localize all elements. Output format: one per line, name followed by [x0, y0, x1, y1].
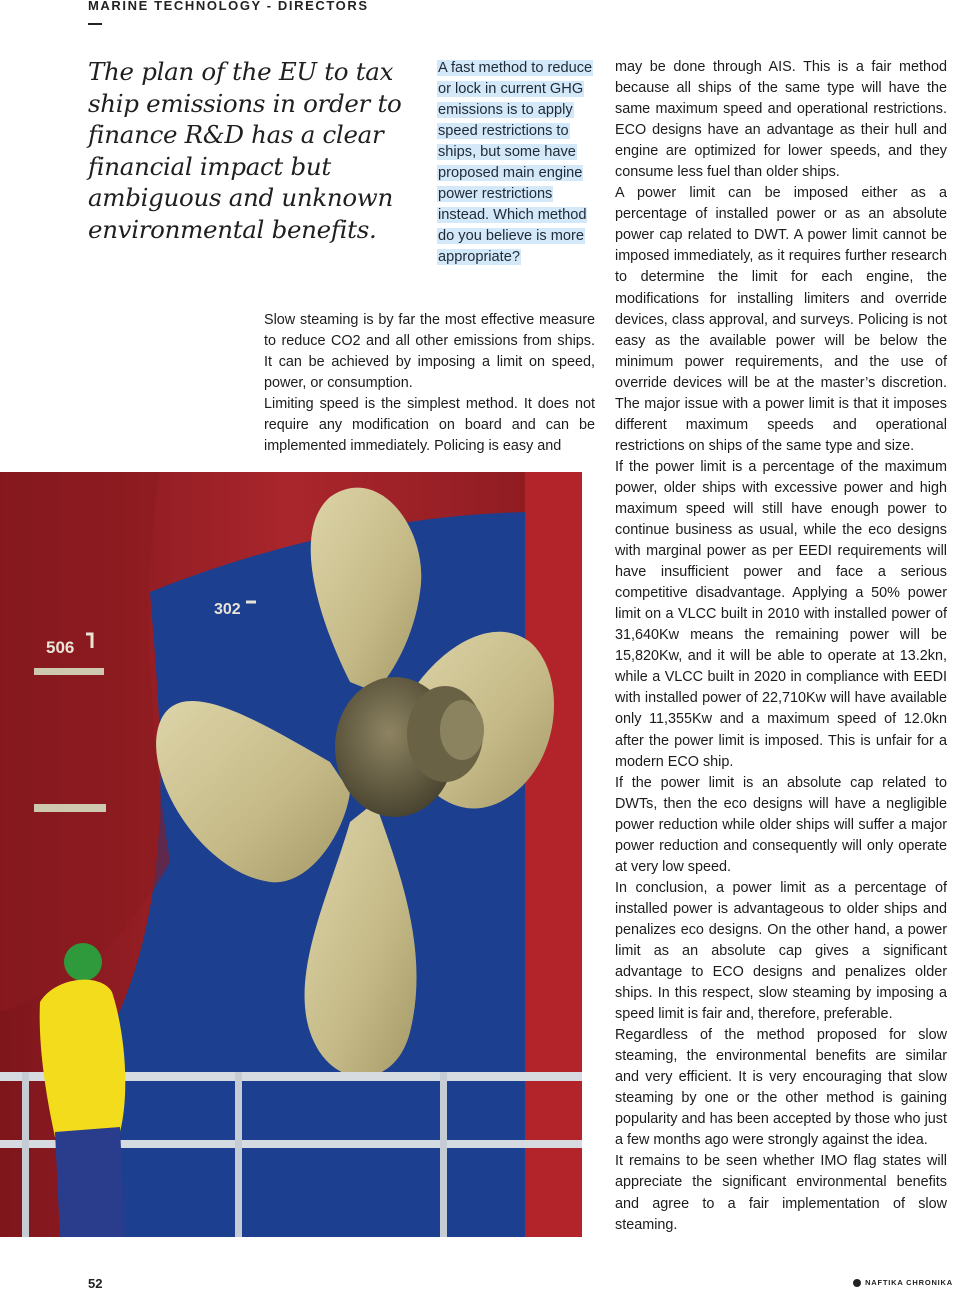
draft-mark-506: 506 [46, 638, 75, 657]
paragraph: Slow steaming is by far the most effective measure to reduce CO2 and all other emissions from ships. It can be achieved by imposing a limit on speed, power, or consumption. [264, 312, 595, 392]
worker-helmet [64, 943, 102, 981]
paragraph: A power limit can be imposed either as a percentage of installed power or as an absolute power cap related to DWT. A power limit cannot be imposed immediately, as it requires further research to determine the limit for each engine, the modifications for installing limiters and override devices, class approval, and surveys. Policing is not easy as the available power will be below the minimum power requirements, and the use of override devices will be at the master’s discretion. The major issue with a power limit is that it imposes different maximum speeds and operational restrictions on ships of the same type and size. [615, 185, 947, 454]
body-column-right [615, 57, 947, 1236]
pull-quote: The plan of the EU to tax ship emissions in order to finance R&D has a clear financial impact but ambiguous and unknown environmental benefits. [88, 57, 402, 244]
paragraph: It remains to be seen whether IMO flag states will appreciate the significant environmental benefits and agree to a fair implementation of slow steaming. [615, 1153, 947, 1233]
paragraph: If the power limit is an absolute cap related to DWTs, then the eco designs will have a negligible power reduction while older ships will suffer a major power reduction and consequently will only operate at very low speed. [615, 774, 947, 875]
draft-line [34, 668, 104, 675]
rudder-red [525, 472, 582, 1237]
railing-post [235, 1072, 242, 1237]
body-column-middle [264, 310, 595, 457]
paragraph: If the power limit is a percentage of the maximum power, older ships with excessive power and high maximum speed will still have enough power to continue business as usual, while the eco designs with marginal power as per EEDI requirements will have insufficient power and face a serious competitive disadvantage. Applying a 50% power limit on a VLCC built in 2010 with installed power of 31,640Kw means the remaining power will be 15,820Kw, and it will be able to operate at 13.2kn, while a VLCC built in 2020 in compliance with EEDI with installed power of 22,710Kw will have available only 11,355Kw and a maximum speed of 12.0kn after the power limit is imposed. This is unfair for a modern ECO ship. [615, 458, 947, 770]
publication-brand [853, 1278, 953, 1287]
draft-mark-302: 302 [214, 601, 241, 618]
paragraph: Regardless of the method proposed for slow steaming, the environmental benefits are similar and very efficient. It is very encouraging that slow steaming by one or the other method is gaining popularity and has been accepted by those who just a few months ago were strongly against the idea. [615, 1027, 947, 1149]
paragraph: In conclusion, a power limit as a percentage of installed power is advantageous to older ships and penalizes eco designs. On the other hand, a power limit as an absolute cap gives a significant advantage to ECO designs and penalizes older ships. In this respect, slow steaming by imposing a speed limit is fair and, therefore, preferable. [615, 879, 947, 1023]
brand-logo-icon [853, 1279, 861, 1287]
section-header: MARINE TECHNOLOGY - DIRECTORS [88, 0, 369, 13]
page-number: 52 [88, 1276, 103, 1291]
paragraph: Limiting speed is the simplest method. It does not require any modification on board and can be implemented immediately. Policing is easy and [264, 396, 595, 455]
draft-line [34, 804, 106, 812]
paragraph: may be done through AIS. This is a fair method because all ships of the same type will have the same maximum speed and operational restrictions. ECO designs have an advantage as their hull and engine are optimized for lower speeds, and they consume less fuel than older ships. [615, 59, 947, 181]
interview-question [437, 58, 602, 268]
header-rule [88, 23, 102, 25]
worker-pants [55, 1127, 125, 1237]
interview-question-text: A fast method to reduce or lock in current GHG emissions is to apply speed restrictions to ships, but some have proposed main engine power restrictions instead. Which method do you believe is more appropriate? [438, 60, 593, 265]
railing-post [22, 1072, 29, 1237]
brand-name: NAFTIKA CHRONIKA [865, 1278, 953, 1287]
propeller-illustration [0, 472, 582, 1237]
propeller-photo [0, 472, 582, 1237]
railing-post [440, 1072, 447, 1237]
propeller-cap-tip [440, 700, 484, 760]
worker-jacket [40, 980, 126, 1137]
